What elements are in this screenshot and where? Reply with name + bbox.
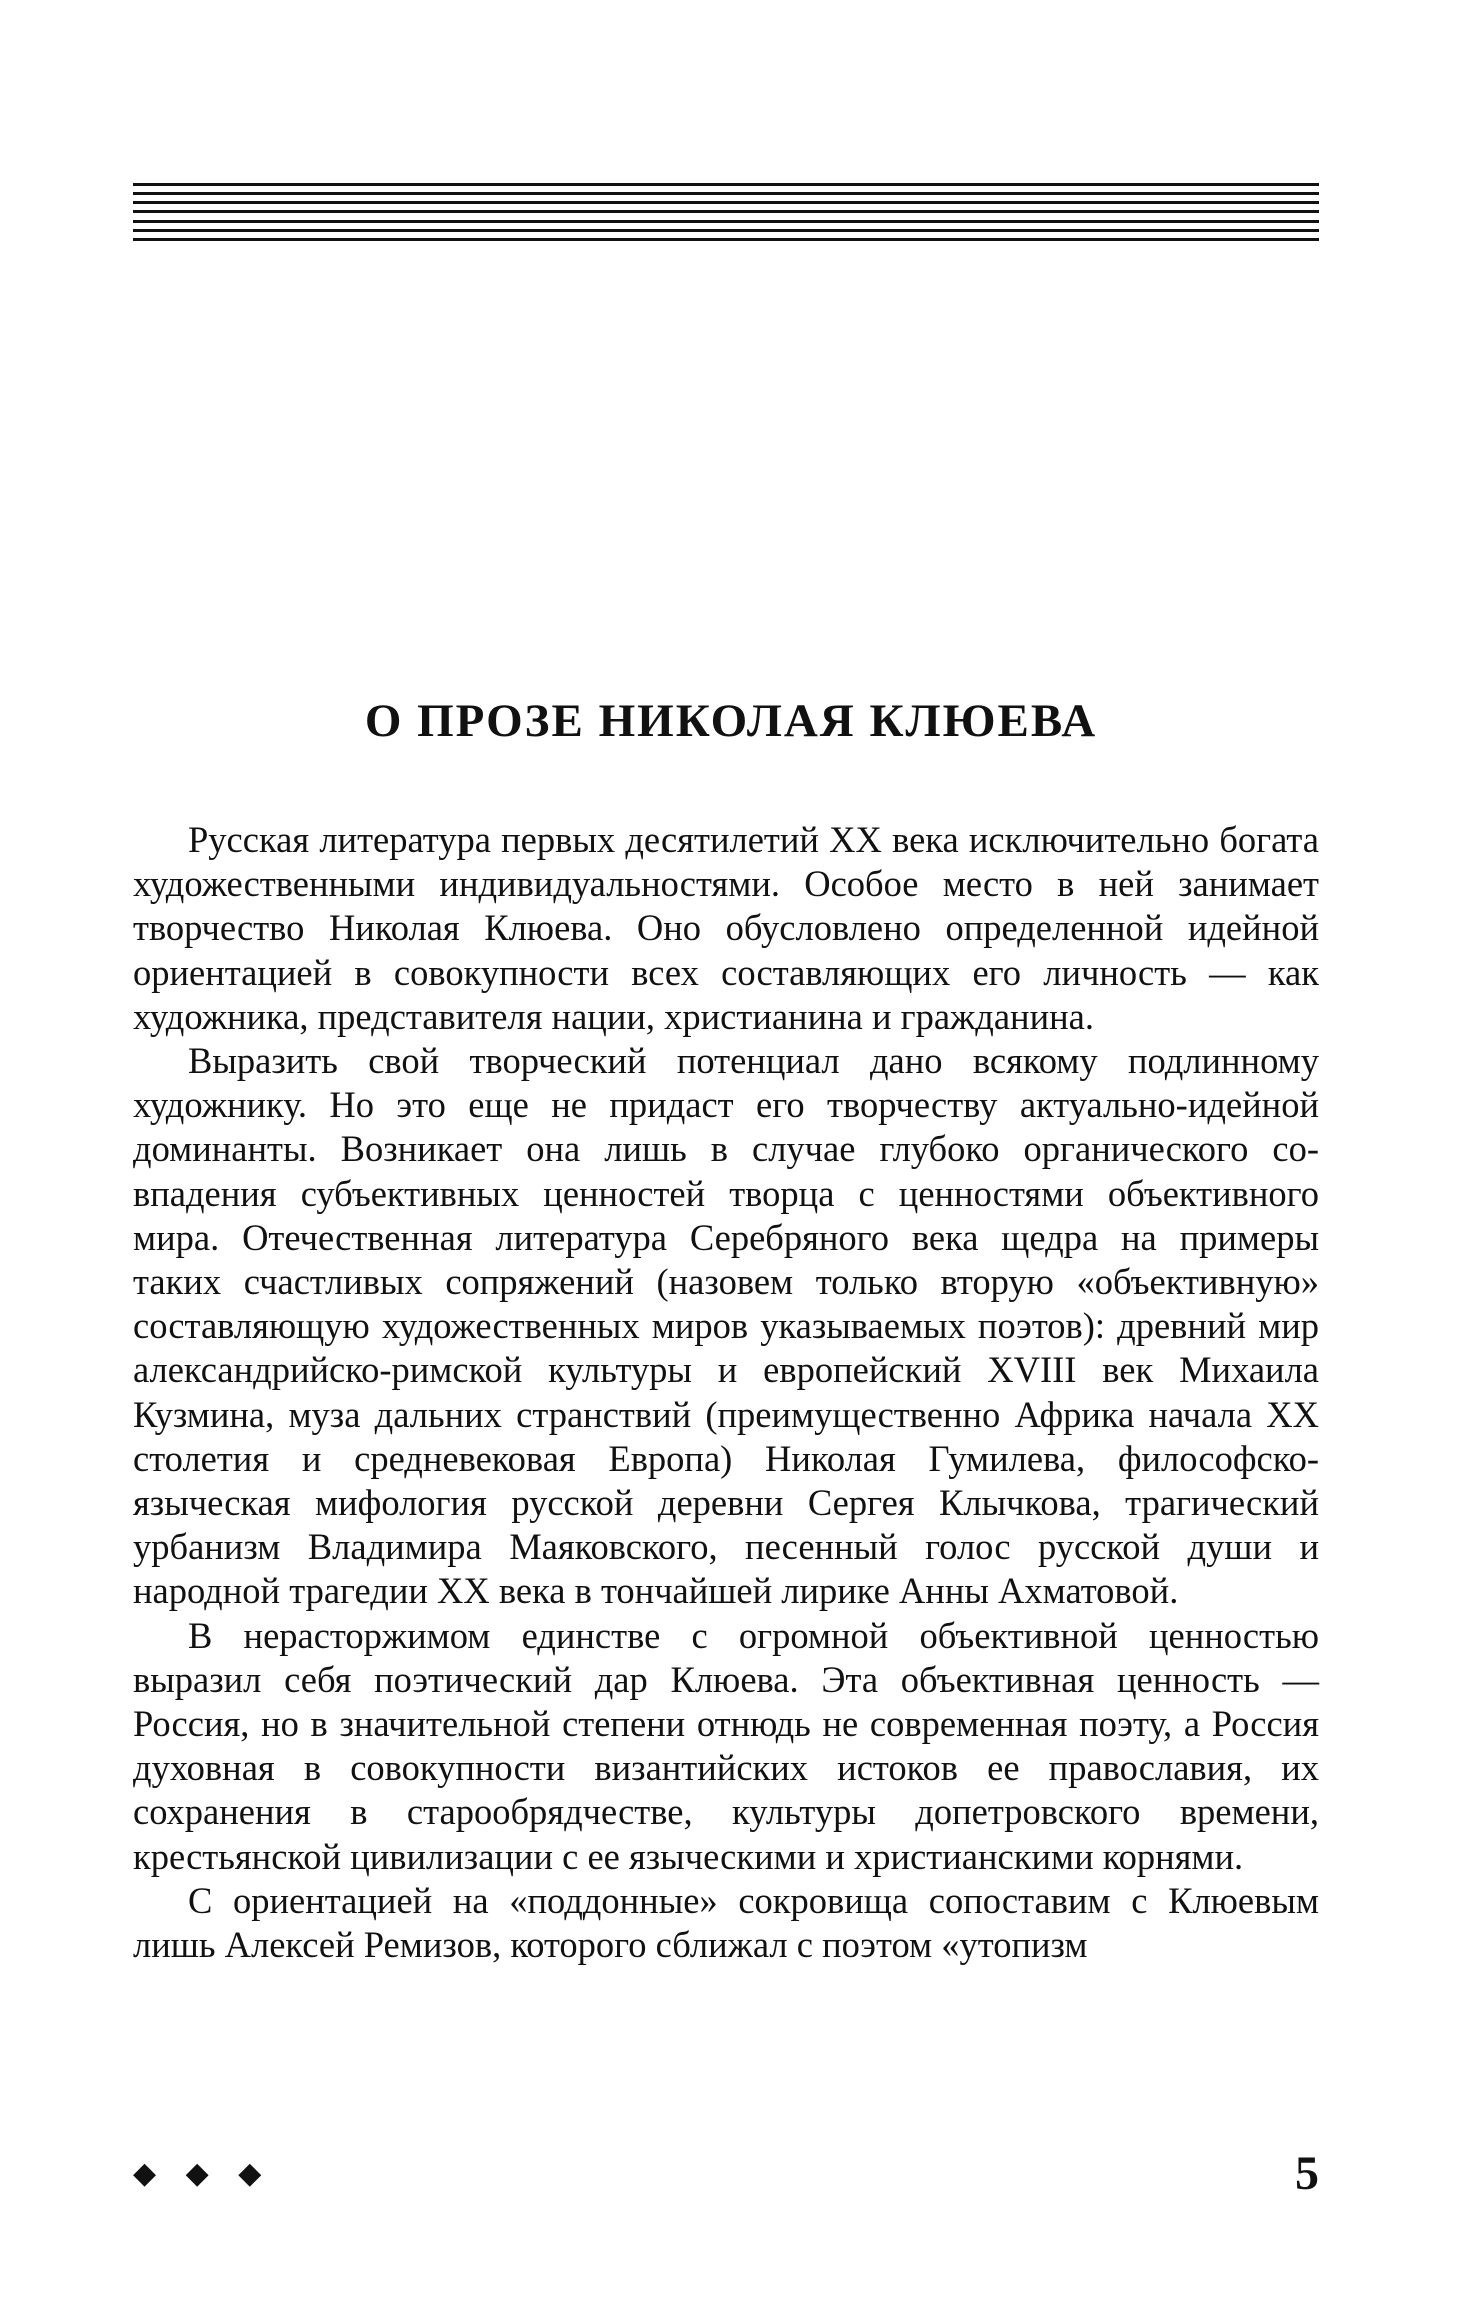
page-number: 5 [1295,2146,1319,2200]
article-title: О ПРОЗЕ НИКОЛАЯ КЛЮЕВА [364,695,1098,747]
header-rule-line [133,210,1319,213]
header-rule-line [133,201,1319,204]
header-rule-line [133,238,1319,241]
page-footer [133,2148,1319,2198]
header-rule-line [133,192,1319,195]
paragraph-4: С ориентацией на «поддонные» сокровища сопоставим с Клюевым лишь Алексей Ремизов, которого сближал с поэтом «утопизм [133,1879,1319,1966]
diamond-ornament-icon: ◆ ◆ ◆ [133,2155,272,2191]
paragraph-1: Русская литература первых десятилетий XX века исключительно богата художественными индивидуальностями. Особое место в ней занимает творчество Николая Клюева. Оно обусловлено определенной идейной ориентацией в совокупности всех составляющих его личность — как художника, представителя нации, христианина и гражданина. [133,819,1319,1037]
header-rule-line [133,220,1319,223]
article-body [133,818,1319,1967]
header-rule-band [133,183,1319,241]
paragraph-3: В нерасторжимом единстве с огромной объективной ценностью выразил себя поэтический дар Клюева. Эта объективная ценность — Россия, но в значительной степени отнюдь не современная поэту, а Россия духовная в совокупности византийских истоков ее православия, их сохранения в старообрядчестве, культуры допетровского времени, крестьянской цивилизации с ее языческими и христианскими корнями. [133,1614,1319,1877]
header-rule-line [133,183,1319,186]
paragraph-2: Выразить свой творческий потенциал дано всякому подлинному художнику. Но это еще не придаст его творчеству актуально-идейной доминанты. Возникает она лишь в случае глубоко органического совпадения субъективных ценностей творца с ценностями объективного мира. Отечественная литература Серебряного века щедра на примеры таких счастливых сопряжений (назовем только вторую «объективную» составляющую художественных миров указываемых поэтов): древний мир александрийско-римской культуры и европейский XVIII век Михаила Кузмина, муза дальних странствий (преимущественно Африка начала XX столетия и средневековая Европа) Николая Гумилева, философско-языческая мифология русской деревни Сергея Клычкова, трагический урбанизм Владимира Маяковского, песенный голос русской души и народной трагедии XX века в тончайшей лирике Анны Ахматовой. [133,1040,1319,1612]
header-rule-line [133,229,1319,232]
